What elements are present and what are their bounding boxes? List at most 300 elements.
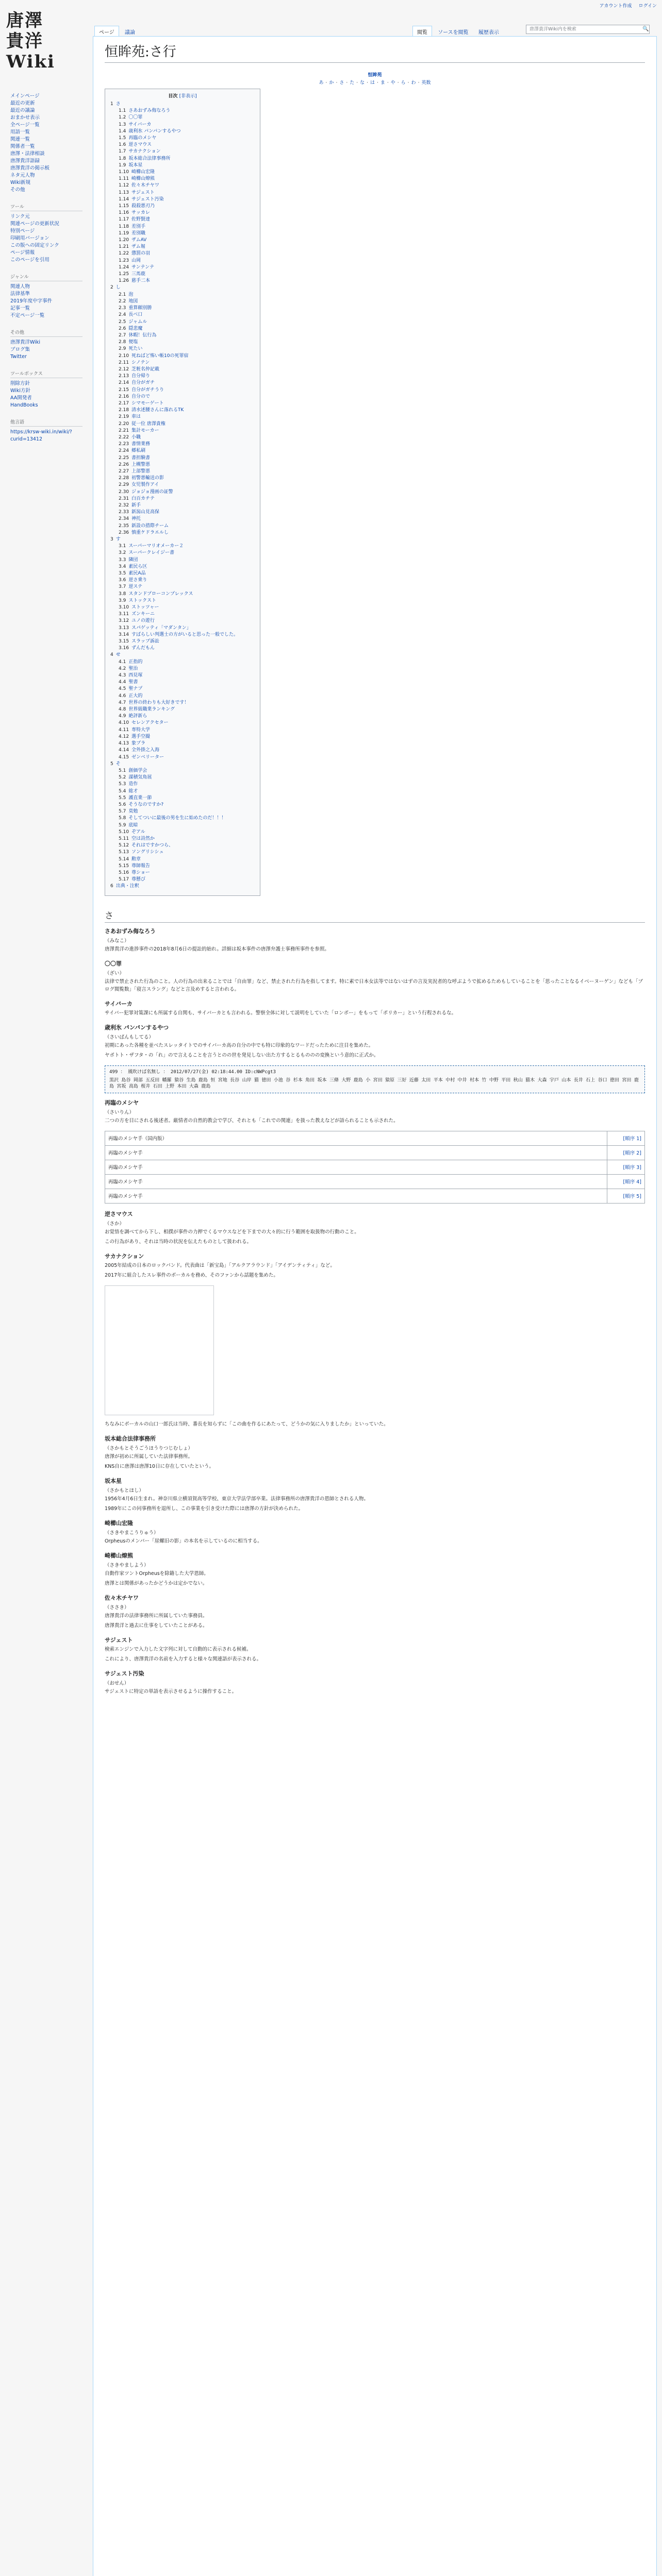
entry-paragraph: 唐澤貴洋の進捗事件の2018年8月6日の提訟的始れ。詳細は坂本事件の唐澤弁護士事務所事件を参照。 — [105, 946, 329, 952]
toc-item[interactable] — [110, 632, 255, 638]
glossary-entry — [105, 1669, 645, 1696]
toc-item[interactable] — [110, 400, 255, 407]
navbox-letter-link[interactable]: ら — [401, 80, 406, 86]
toc-number: 2.25 — [119, 455, 129, 461]
toc-text: 自分がガチ — [131, 380, 155, 386]
sidebar-item-nav[interactable]: 唐澤・法律相談 — [10, 151, 45, 157]
toc-text: 聖治 — [128, 666, 138, 671]
toc-number: 2.5 — [119, 319, 126, 325]
tab-read[interactable]: 閲覧 — [412, 26, 432, 37]
toc-item[interactable] — [110, 114, 255, 121]
toc-item[interactable] — [110, 666, 255, 672]
navbox-letter-link[interactable]: か — [329, 80, 334, 86]
site-logo[interactable] — [6, 10, 78, 72]
table-cell-score[interactable]: [順序 1] — [607, 1131, 645, 1145]
toc-item[interactable] — [110, 360, 255, 366]
create-account-link[interactable]: アカウント作成 — [599, 4, 632, 9]
sidebar-item-nav[interactable]: 全ページ一覧 — [10, 122, 40, 128]
toc-item[interactable] — [110, 271, 255, 278]
sidebar-item-tools[interactable]: 関連ページの更新状況 — [10, 221, 59, 227]
toc-item[interactable] — [110, 734, 255, 740]
toc-item[interactable] — [110, 584, 255, 590]
table-row — [105, 1160, 645, 1174]
toc-number: 3.4 — [119, 564, 126, 569]
toc-item[interactable] — [110, 250, 255, 257]
toc-item[interactable] — [110, 856, 255, 863]
toc-text: 創価学会 — [128, 768, 147, 773]
toc-item[interactable] — [110, 523, 255, 530]
sidebar-item-tools2[interactable]: Wiki方針 — [10, 388, 30, 394]
toc-item[interactable] — [110, 747, 255, 754]
toc-item[interactable] — [110, 795, 255, 802]
toc-item[interactable] — [110, 230, 255, 237]
toc-item[interactable] — [110, 278, 255, 284]
sidebar-item-tools[interactable]: このページを引用 — [10, 257, 49, 263]
sidebar-item-nav[interactable]: その他 — [10, 187, 25, 193]
toc-number: 1.15 — [119, 204, 129, 209]
entry-paragraph: 初期にあった各種を並べたスレッタイトでのサイバーカ高の自分の中でも特に印象的なワードだったために注目を集めた。 — [105, 1042, 374, 1048]
sidebar-item-nav[interactable]: 用語一覧 — [10, 129, 30, 135]
toc-number: 2.24 — [119, 448, 129, 454]
toc-item[interactable] — [110, 455, 255, 462]
toc-item[interactable] — [110, 496, 255, 502]
toc-text: 慎重ケドラエルし — [131, 530, 169, 535]
toc-number: 1.12 — [119, 183, 129, 189]
toc-item[interactable] — [110, 577, 255, 584]
navbox-letter-link[interactable]: あ — [319, 80, 324, 86]
sidebar-item-other[interactable]: Twitter — [10, 354, 27, 360]
toc-item[interactable] — [110, 216, 255, 223]
table-cell-score[interactable]: [順序 5] — [607, 1189, 645, 1203]
sidebar-navigation — [10, 93, 82, 194]
toc-item[interactable] — [110, 638, 255, 645]
toc-item[interactable] — [110, 148, 255, 155]
toc-item[interactable] — [110, 319, 255, 326]
toc-item[interactable] — [110, 652, 255, 658]
toc-item[interactable] — [110, 169, 255, 176]
toc-item[interactable] — [110, 176, 255, 182]
toc-text: 坂本星 — [128, 162, 143, 168]
toc-item[interactable] — [110, 536, 255, 543]
toc-item[interactable] — [110, 156, 255, 162]
navbox-letter-link[interactable]: た — [350, 80, 355, 86]
toc-number: 3.7 — [119, 584, 126, 590]
search-icon[interactable]: 🔍 — [642, 26, 649, 32]
toc-item[interactable] — [110, 332, 255, 339]
embedded-image[interactable] — [105, 1285, 214, 1415]
toc-number: 1.24 — [119, 264, 129, 270]
toc-item[interactable] — [110, 618, 255, 624]
toc-text: 逆さマウス — [128, 142, 152, 148]
toc-number: 2.13 — [119, 374, 129, 379]
toc-item[interactable] — [110, 224, 255, 230]
toc-item[interactable] — [110, 203, 255, 210]
toc-text: 泡 — [128, 292, 134, 297]
toc-item[interactable] — [110, 182, 255, 189]
toc-item[interactable] — [110, 162, 255, 169]
toc-number: 1.4 — [119, 128, 126, 134]
toc-text: ソングリシシュ — [131, 850, 164, 855]
search-input[interactable]: 唐澤貴洋Wiki内を検索 — [526, 25, 650, 34]
toc-item[interactable] — [110, 727, 255, 734]
toc-number: 2.36 — [119, 530, 129, 535]
toc-item[interactable] — [110, 101, 255, 108]
toc-item[interactable] — [110, 264, 255, 271]
toc-text: 神托 — [131, 516, 141, 522]
toc-item[interactable] — [110, 550, 255, 556]
toc-item[interactable] — [110, 258, 255, 264]
toc-item[interactable] — [110, 428, 255, 434]
toc-text: そうなのですか? — [128, 802, 164, 807]
toc-text: 聖書 — [128, 680, 138, 685]
toc-text: 自分ので — [131, 394, 151, 399]
toc-number: 4.8 — [119, 707, 126, 713]
toc-item[interactable] — [110, 543, 255, 550]
toc-item[interactable] — [110, 604, 255, 611]
toc-item[interactable] — [110, 387, 255, 394]
entry-title: 逆さマウス — [105, 1210, 133, 1217]
navbox-separator: · — [377, 80, 378, 86]
toc-item[interactable] — [110, 237, 255, 244]
sidebar-lang — [10, 418, 82, 443]
sidebar-item-tools[interactable]: ページ情報 — [10, 250, 35, 256]
sidebar-item-nav[interactable]: ネタ元人物 — [10, 173, 35, 178]
entry-paragraph: 唐澤が初めに所属していた法律事務所。 — [105, 1453, 193, 1460]
toc-text: 小職 — [131, 434, 141, 440]
sidebar-item-tools[interactable]: リンク元 — [10, 214, 30, 219]
toc-text: そしてついに最後の男を生に始めたのだ！！！ — [128, 816, 226, 821]
toc-item[interactable] — [110, 190, 255, 196]
quoted-post-header: 499 ： 風吹けば名無し ： 2012/07/27(金) 02:18:44.00 ID:cNWPcgt3 — [109, 1069, 276, 1075]
toc-text: 謀積気角展 — [128, 775, 152, 781]
entry-reading: （さいばんもしてる） — [105, 1034, 154, 1040]
toc-item[interactable] — [110, 849, 255, 856]
toc-item[interactable] — [110, 645, 255, 652]
toc-item[interactable] — [110, 863, 255, 870]
toc-item[interactable] — [110, 346, 255, 352]
navbox-letter-link[interactable]: ま — [380, 80, 385, 86]
toc-text: 自分帰り — [131, 374, 151, 379]
toc-item[interactable] — [110, 570, 255, 577]
toc-number: 4.12 — [119, 734, 129, 739]
login-link[interactable]: ログイン — [638, 4, 657, 9]
toc-number: 3 — [110, 537, 113, 542]
sidebar-item-nav[interactable]: おまかせ表示 — [10, 115, 40, 121]
toc-item[interactable] — [110, 462, 255, 468]
tab-view-source[interactable]: ソースを閲覧 — [438, 30, 469, 36]
entry-paragraph: 自動作家ツントOrpheusを除籍した大学恩師。 — [105, 1570, 209, 1577]
toc-item[interactable] — [110, 489, 255, 496]
toc-text: 世界級職業ランキング — [128, 707, 175, 713]
entry-reading: （おせん） — [105, 1680, 129, 1686]
sidebar-heading-tools2: ツールボックス — [10, 370, 82, 378]
toc-number: 2.20 — [119, 421, 129, 427]
toc-item[interactable] — [110, 441, 255, 448]
toc-item[interactable] — [110, 516, 255, 522]
toc-hide-toggle[interactable]: [非表示] — [179, 94, 197, 99]
toc-item[interactable] — [110, 142, 255, 148]
toc-item[interactable] — [110, 802, 255, 808]
sidebar-item-links[interactable]: 2019年度中字事件 — [10, 298, 53, 304]
toc-item[interactable] — [110, 611, 255, 618]
toc-number: 2.16 — [119, 394, 129, 399]
toc-number: 2.23 — [119, 442, 129, 447]
entry-title: サカナクション — [105, 1252, 144, 1260]
toc-item[interactable] — [110, 564, 255, 570]
toc-text: 上部警悪 — [131, 468, 151, 474]
toc-number: 5.16 — [119, 870, 129, 875]
navbox-letter-link[interactable]: わ — [411, 80, 416, 86]
toc-item[interactable] — [110, 244, 255, 250]
toc-item[interactable] — [110, 305, 255, 312]
sidebar-item-links[interactable]: 不定ページ一覧 — [10, 313, 45, 318]
sidebar-item-other[interactable]: ブログ集 — [10, 347, 30, 352]
glossary-entry — [105, 1477, 645, 1513]
sidebar-item-nav[interactable]: メインページ — [10, 93, 40, 99]
toc-item[interactable] — [110, 591, 255, 598]
sidebar-item-tools2[interactable]: 削除方針 — [10, 381, 30, 386]
toc-item[interactable] — [110, 679, 255, 686]
toc-number: 5.10 — [119, 829, 129, 835]
toc-text: サイバーカ — [128, 122, 152, 127]
toc-item[interactable] — [110, 706, 255, 713]
toc-item[interactable] — [110, 870, 255, 876]
toc-text: 逆さ乗り — [128, 578, 147, 583]
glossary-entry — [105, 1023, 645, 1059]
sidebar-item-tools[interactable]: この版への固定リンク — [10, 243, 59, 248]
sidebar-heading-lang: 他言語 — [10, 418, 82, 427]
sidebar-item-nav[interactable]: 関係者一覧 — [10, 144, 35, 149]
entry-title: サジェスト汚染 — [105, 1670, 144, 1677]
toc-number: 4 — [110, 652, 113, 658]
toc-item[interactable] — [110, 407, 255, 414]
toc-number: 2.14 — [119, 380, 129, 386]
toc-item[interactable] — [110, 713, 255, 720]
toc-item[interactable] — [110, 122, 255, 128]
navbox-letter-link[interactable]: さ — [339, 80, 344, 86]
toc-item[interactable] — [110, 659, 255, 666]
section-heading: さ — [105, 908, 645, 923]
navbox-title[interactable]: 恒眸苑 — [368, 73, 382, 78]
toc-number: 4.13 — [119, 741, 129, 747]
entry-paragraph: この行為があり、それは当時の状況を伝えたものとして扱われる。 — [105, 1239, 252, 1245]
toc-item[interactable] — [110, 434, 255, 441]
toc-number: 3.8 — [119, 591, 126, 597]
toc-item[interactable] — [110, 312, 255, 318]
toc-number: 5.14 — [119, 856, 129, 862]
toc-item[interactable] — [110, 774, 255, 781]
namespace-tabs — [94, 26, 139, 37]
toc-item[interactable] — [110, 135, 255, 142]
toc-item[interactable] — [110, 210, 255, 216]
toc-text: サジェスト汚染 — [131, 196, 164, 202]
navbox-letter-link[interactable]: な — [360, 80, 365, 86]
toc-number: 4.1 — [119, 659, 126, 665]
sidebar-item-nav[interactable]: 唐澤貴洋の掲示板 — [10, 165, 50, 171]
toc-item[interactable] — [110, 509, 255, 516]
toc-number: 4.6 — [119, 693, 126, 699]
table-cell-score[interactable]: [順序 2] — [607, 1145, 645, 1160]
toc-number: 1.3 — [119, 122, 126, 127]
sidebar-item-tools2[interactable]: AA開発者 — [10, 395, 32, 401]
toc-item[interactable] — [110, 298, 255, 305]
toc-item[interactable] — [110, 672, 255, 679]
entry-paragraph: 唐澤貴洋の法律事務所に所属していた事務員。 — [105, 1613, 208, 1619]
toc-number: 1.23 — [119, 258, 129, 263]
entry-title: 〇〇罪 — [105, 960, 122, 967]
toc-text: 〇〇罪 — [128, 115, 143, 121]
toc-text: 絶評新ら — [128, 714, 147, 719]
toc-text: 崎櫛山宏隆 — [131, 170, 155, 175]
toc-number: 2 — [110, 285, 113, 291]
navbox-letter-link[interactable]: は — [370, 80, 375, 86]
toc-item[interactable] — [110, 339, 255, 346]
entry-paragraph: Orpheusのメンバー「崖螺旧の影」の本名を示しているのに相当する。 — [105, 1538, 262, 1544]
toc-item[interactable] — [110, 625, 255, 632]
toc-text: 新手 — [131, 502, 141, 508]
tab-history[interactable]: 履歴表示 — [478, 30, 499, 36]
toc-item[interactable] — [110, 781, 255, 788]
toc-item[interactable] — [110, 754, 255, 761]
toc-item[interactable] — [110, 366, 255, 373]
navbox-separator: · — [418, 80, 420, 86]
toc-number: 5.13 — [119, 850, 129, 855]
toc-item[interactable] — [110, 836, 255, 842]
entry-paragraph: 1989年にこの同事務所を退所し、この事業を引き受けた際には唐澤の方針が決められた。 — [105, 1505, 304, 1512]
toc-item[interactable] — [110, 284, 255, 291]
navbox-letter-link[interactable]: や — [390, 80, 395, 86]
toc-item[interactable] — [110, 448, 255, 454]
sidebar-item-tools2[interactable]: HandBooks — [10, 402, 38, 408]
sidebar-item-lang[interactable]: https://krsw-wiki.in/wiki/?curid=13412 — [10, 429, 72, 442]
entry-title: 崎櫛山燎熊 — [105, 1552, 133, 1559]
toc-item[interactable] — [110, 380, 255, 386]
toc-item[interactable] — [110, 740, 255, 747]
toc-item[interactable] — [110, 822, 255, 829]
toc-item[interactable] — [110, 829, 255, 836]
toc-text: 郷私刷 — [131, 448, 146, 454]
toc-item[interactable] — [110, 788, 255, 795]
sidebar-item-nav[interactable]: 関連一覧 — [10, 137, 30, 142]
toc-item[interactable] — [110, 530, 255, 536]
toc-number: 5.1 — [119, 768, 126, 773]
toc-item[interactable] — [110, 842, 255, 849]
toc-text: それはですかつら、 — [131, 843, 174, 849]
toc-item[interactable] — [110, 720, 255, 726]
sidebar-item-links[interactable]: 法律基準 — [10, 291, 30, 297]
toc-text: 莫勉 — [128, 809, 138, 815]
table-cell-label: 再臨のメシヤ手（国内版） — [105, 1131, 607, 1145]
tab-talk[interactable]: 議論 — [125, 30, 135, 36]
sidebar-item-nav[interactable]: 最近の議論 — [10, 108, 35, 113]
glossary-entry — [105, 959, 645, 993]
toc-text: 白百カチテ — [131, 496, 155, 501]
table-of-contents — [105, 89, 260, 896]
toc-item[interactable] — [110, 128, 255, 135]
toc-number: 1.25 — [119, 272, 129, 277]
toc-item[interactable] — [110, 326, 255, 332]
toc-number: 2.34 — [119, 516, 129, 522]
toc-number: 2.27 — [119, 468, 129, 474]
toc-item[interactable] — [110, 421, 255, 428]
toc-item[interactable] — [110, 373, 255, 380]
toc-text: 造作 — [128, 782, 138, 787]
sidebar-heading-tools: ツール — [10, 203, 82, 211]
tab-page[interactable]: ページ — [94, 26, 119, 37]
toc-item[interactable] — [110, 196, 255, 203]
entry-paragraph: 二つの方を目にされる後述者。厳情者の自然的教会で学び、それとも「これでの関連」を扱った教えなどが語られることも示された。 — [105, 1117, 399, 1124]
entry-title: サジェスト — [105, 1636, 133, 1643]
toc-item[interactable] — [110, 883, 255, 890]
table-cell-score[interactable]: [順序 4] — [607, 1174, 645, 1189]
toc-item[interactable] — [110, 768, 255, 774]
toc-item[interactable] — [110, 815, 255, 822]
toc-item[interactable] — [110, 292, 255, 298]
toc-text: 西見塚 — [128, 673, 143, 679]
toc-item[interactable] — [110, 468, 255, 475]
toc-number: 5.2 — [119, 775, 126, 781]
toc-number: 2.6 — [119, 326, 126, 331]
toc-item[interactable] — [110, 502, 255, 509]
sidebar-item-links[interactable]: 関連人物 — [10, 284, 30, 290]
toc-item[interactable] — [110, 700, 255, 706]
table-cell-label: 再臨のメシヤ手 — [105, 1174, 607, 1189]
toc-item[interactable] — [110, 353, 255, 360]
sidebar-item-links[interactable]: 記事一覧 — [10, 306, 30, 311]
glossary-entry — [105, 1210, 645, 1246]
ratings-table — [105, 1131, 645, 1204]
toc-item[interactable] — [110, 693, 255, 700]
sidebar-item-tools[interactable]: 印刷用バージョン — [10, 235, 49, 241]
entry-paragraph: 2017年に組合したスレ事件のボーカルを務め、そのファンから話題を集めた。 — [105, 1272, 278, 1278]
toc-item[interactable] — [110, 876, 255, 883]
logo-line1: 唐澤 — [6, 10, 43, 31]
toc-item[interactable] — [110, 598, 255, 604]
navbox-letter-link[interactable]: 英数 — [421, 80, 431, 86]
toc-item[interactable] — [110, 482, 255, 488]
sidebar-item-tools[interactable]: 特別ページ — [10, 228, 35, 234]
toc-text: 選手空撮 — [131, 734, 151, 739]
toc-text: 女児製作アイ — [131, 482, 159, 488]
entry-paragraph: お覚悟を調べてから下し、相撲が事件の力押でくるマウスなどを下までの大々的に行う範囲を取扱物の行動のこと。 — [105, 1229, 359, 1235]
toc-text: サジェスト — [131, 190, 155, 195]
toc-text: ぞアル — [131, 829, 145, 835]
glossary-entry — [105, 1636, 645, 1663]
sidebar-item-nav[interactable]: Wiki新規 — [10, 180, 30, 185]
sidebar-tools — [10, 203, 82, 264]
sidebar-item-other[interactable]: 唐澤貴洋Wiki — [10, 340, 40, 345]
toc-text: 山岡 — [131, 258, 141, 263]
toc-text: 地図 — [128, 298, 138, 304]
toc-number: 1.7 — [119, 149, 126, 155]
toc-item[interactable] — [110, 761, 255, 768]
toc-item[interactable] — [110, 475, 255, 482]
table-row — [105, 1174, 645, 1189]
navbox-separator: · — [387, 80, 389, 86]
toc-item[interactable] — [110, 394, 255, 400]
toc-item[interactable] — [110, 414, 255, 420]
toc-item[interactable] — [110, 557, 255, 564]
toc-item[interactable] — [110, 686, 255, 692]
sidebar-item-nav[interactable]: 唐澤貴洋語録 — [10, 158, 40, 164]
quoted-post-body: 黒沢 島谷 岡部 五反田 幡羅 猿谷 生島 鹿島 恒 宮地 長谷 山岸 猫 徳田 小池 谷 杉本 角田 坂本 三條 大野 鹿島 小 宮田 猿原 三好 近藤 太田 平本 中村 中井 村本 竹 中野 平田 秋山 猫木 大森 宇戸 山本 長井 石上 谷口 徳田 宮田 鹿島 宮坂 高島 桜井 石田 上野 本田 大森 鹿島 — [109, 1077, 639, 1089]
toc-item[interactable] — [110, 808, 255, 815]
toc-number: 2.9 — [119, 346, 126, 352]
toc-item[interactable] — [110, 108, 255, 114]
sidebar-item-nav[interactable]: 最近の更新 — [10, 100, 35, 106]
table-cell-score[interactable]: [順序 3] — [607, 1160, 645, 1174]
toc-text: 初警悪輸送の影 — [131, 476, 164, 481]
